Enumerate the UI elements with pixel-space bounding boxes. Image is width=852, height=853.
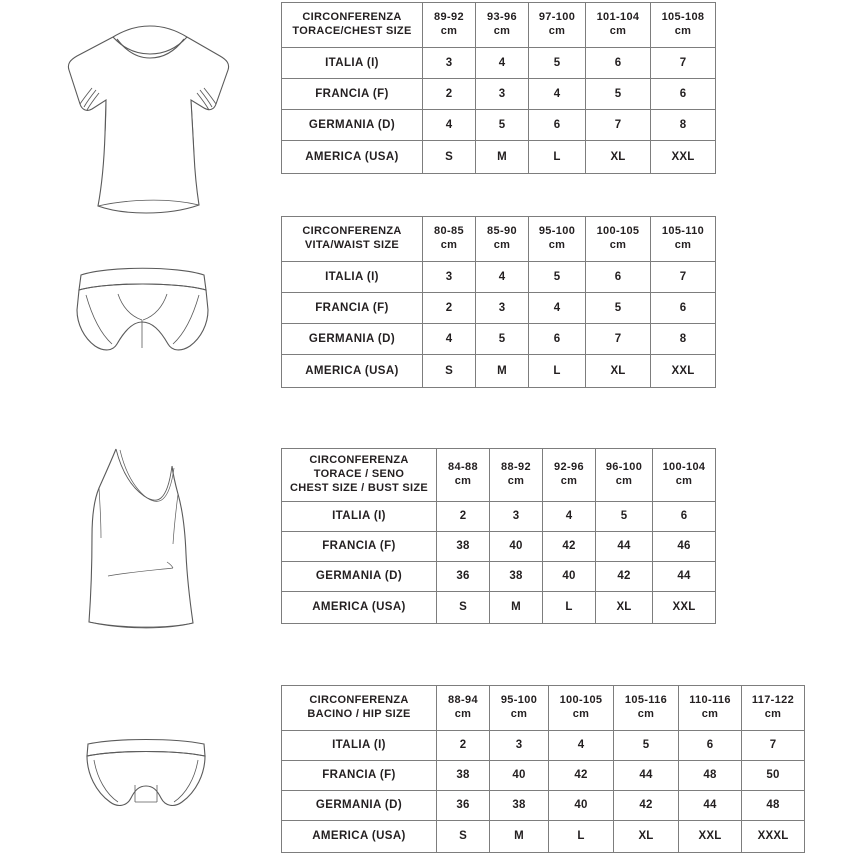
header-range-cell: 110-116 cm bbox=[679, 686, 742, 731]
size-cell: 40 bbox=[490, 532, 543, 562]
table-row bbox=[282, 355, 716, 388]
header-measure-label bbox=[282, 217, 423, 262]
table-row bbox=[282, 48, 716, 79]
size-cell: 3 bbox=[423, 48, 476, 79]
row-label: ITALIA (I) bbox=[282, 731, 437, 761]
size-cell: 2 bbox=[423, 79, 476, 110]
size-cell: 2 bbox=[423, 293, 476, 324]
row-label: ITALIA (I) bbox=[282, 48, 423, 79]
header-line-3: CHEST SIZE / BUST SIZE bbox=[289, 481, 428, 494]
size-cell: 4 bbox=[549, 731, 614, 761]
table-row bbox=[282, 791, 805, 821]
table-row bbox=[282, 592, 716, 624]
header-line-2: TORACE / SENO bbox=[313, 468, 405, 481]
size-cell: 4 bbox=[476, 262, 529, 293]
row-label: AMERICA (USA) bbox=[282, 821, 437, 853]
header-line-1: CIRCONFERENZA bbox=[302, 11, 402, 24]
table-row bbox=[282, 821, 805, 853]
table-row bbox=[282, 731, 805, 761]
size-cell: 38 bbox=[490, 791, 549, 821]
row-label: FRANCIA (F) bbox=[282, 293, 423, 324]
size-cell: XXL bbox=[651, 141, 716, 174]
header-range-cell: 84-88 cm bbox=[437, 449, 490, 502]
header-range-cell: 88-92 cm bbox=[490, 449, 543, 502]
size-cell: XXL bbox=[653, 592, 716, 624]
size-cell: 5 bbox=[529, 262, 586, 293]
header-range-cell: 85-90 cm bbox=[476, 217, 529, 262]
size-table-men-waist bbox=[281, 216, 716, 388]
size-cell: 6 bbox=[586, 48, 651, 79]
size-cell: 5 bbox=[596, 502, 653, 532]
table-row bbox=[282, 141, 716, 174]
table-row bbox=[282, 79, 716, 110]
table-row bbox=[282, 293, 716, 324]
header-range-cell: 80-85 cm bbox=[423, 217, 476, 262]
size-cell: 2 bbox=[437, 502, 490, 532]
size-cell: 7 bbox=[742, 731, 805, 761]
header-range-cell: 100-104 cm bbox=[653, 449, 716, 502]
size-cell: 6 bbox=[651, 79, 716, 110]
row-label: AMERICA (USA) bbox=[282, 592, 437, 624]
size-cell: L bbox=[529, 141, 586, 174]
header-range-cell: 100-105 cm bbox=[586, 217, 651, 262]
size-cell: 7 bbox=[586, 324, 651, 355]
table-women-hip bbox=[281, 685, 805, 853]
size-cell: 44 bbox=[679, 791, 742, 821]
size-cell: 40 bbox=[490, 761, 549, 791]
size-cell: 42 bbox=[614, 791, 679, 821]
size-cell: XL bbox=[596, 592, 653, 624]
row-label: FRANCIA (F) bbox=[282, 79, 423, 110]
size-cell: 5 bbox=[476, 324, 529, 355]
row-label: ITALIA (I) bbox=[282, 502, 437, 532]
size-cell: 36 bbox=[437, 562, 490, 592]
row-label: GERMANIA (D) bbox=[282, 110, 423, 141]
size-cell: 4 bbox=[476, 48, 529, 79]
size-cell: XXL bbox=[651, 355, 716, 388]
size-cell: 4 bbox=[423, 324, 476, 355]
header-range-cell: 105-110 cm bbox=[651, 217, 716, 262]
size-cell: 36 bbox=[437, 791, 490, 821]
header-range-cell: 92-96 cm bbox=[543, 449, 596, 502]
table-row bbox=[282, 324, 716, 355]
size-cell: XXXL bbox=[742, 821, 805, 853]
size-cell: 6 bbox=[529, 324, 586, 355]
size-cell: 6 bbox=[586, 262, 651, 293]
size-cell: XL bbox=[586, 355, 651, 388]
size-cell: 5 bbox=[586, 293, 651, 324]
size-cell: 40 bbox=[543, 562, 596, 592]
table-header-row bbox=[282, 449, 716, 502]
table-men-waist bbox=[281, 216, 716, 388]
size-cell: 3 bbox=[490, 502, 543, 532]
table-header-row bbox=[282, 3, 716, 48]
size-cell: L bbox=[549, 821, 614, 853]
size-cell: 44 bbox=[653, 562, 716, 592]
size-cell: S bbox=[423, 141, 476, 174]
size-cell: 6 bbox=[651, 293, 716, 324]
size-cell: 3 bbox=[476, 293, 529, 324]
size-cell: 7 bbox=[586, 110, 651, 141]
size-cell: 42 bbox=[549, 761, 614, 791]
header-line-2: BACINO / HIP SIZE bbox=[307, 708, 411, 720]
table-header-row bbox=[282, 686, 805, 731]
header-range-cell: 95-100 cm bbox=[529, 217, 586, 262]
size-cell: XL bbox=[614, 821, 679, 853]
row-label: AMERICA (USA) bbox=[282, 355, 423, 388]
table-row bbox=[282, 761, 805, 791]
size-table-women-bust bbox=[281, 448, 716, 624]
size-cell: 3 bbox=[476, 79, 529, 110]
size-cell: 44 bbox=[614, 761, 679, 791]
size-cell: 7 bbox=[651, 48, 716, 79]
header-measure-label bbox=[282, 3, 423, 48]
size-cell: 6 bbox=[653, 502, 716, 532]
size-cell: 2 bbox=[437, 731, 490, 761]
header-range-cell: 105-108 cm bbox=[651, 3, 716, 48]
table-row bbox=[282, 562, 716, 592]
size-cell: 48 bbox=[742, 791, 805, 821]
size-cell: 40 bbox=[549, 791, 614, 821]
size-cell: 5 bbox=[529, 48, 586, 79]
size-cell: 4 bbox=[529, 79, 586, 110]
size-cell: M bbox=[490, 592, 543, 624]
size-cell: 6 bbox=[679, 731, 742, 761]
table-row bbox=[282, 262, 716, 293]
size-cell: 46 bbox=[653, 532, 716, 562]
size-cell: S bbox=[423, 355, 476, 388]
header-range-cell: 117-122 cm bbox=[742, 686, 805, 731]
size-cell: 5 bbox=[586, 79, 651, 110]
size-cell: 5 bbox=[614, 731, 679, 761]
header-range-cell: 96-100 cm bbox=[596, 449, 653, 502]
size-cell: 5 bbox=[476, 110, 529, 141]
size-cell: 42 bbox=[596, 562, 653, 592]
header-line-2: TORACE/CHEST SIZE bbox=[292, 25, 412, 37]
header-range-cell: 101-104 cm bbox=[586, 3, 651, 48]
row-label: FRANCIA (F) bbox=[282, 532, 437, 562]
size-cell: 50 bbox=[742, 761, 805, 791]
table-header-row bbox=[282, 217, 716, 262]
header-range-cell: 93-96 cm bbox=[476, 3, 529, 48]
illustration-womens-camisole bbox=[72, 442, 252, 632]
size-cell: 7 bbox=[651, 262, 716, 293]
row-label: AMERICA (USA) bbox=[282, 141, 423, 174]
size-cell: S bbox=[437, 821, 490, 853]
header-range-cell: 95-100 cm bbox=[490, 686, 549, 731]
size-cell: 6 bbox=[529, 110, 586, 141]
row-label: GERMANIA (D) bbox=[282, 791, 437, 821]
size-cell: S bbox=[437, 592, 490, 624]
illustration-mens-briefs bbox=[60, 258, 225, 368]
size-cell: 38 bbox=[437, 761, 490, 791]
size-cell: 3 bbox=[423, 262, 476, 293]
row-label: FRANCIA (F) bbox=[282, 761, 437, 791]
size-cell: 4 bbox=[529, 293, 586, 324]
size-cell: 38 bbox=[437, 532, 490, 562]
table-women-bust bbox=[281, 448, 716, 624]
size-table-men-chest bbox=[281, 2, 716, 174]
size-cell: M bbox=[490, 821, 549, 853]
header-line-1: CIRCONFERENZA bbox=[309, 454, 409, 467]
size-cell: 42 bbox=[543, 532, 596, 562]
size-cell: 8 bbox=[651, 110, 716, 141]
size-cell: M bbox=[476, 141, 529, 174]
header-measure-label bbox=[282, 686, 437, 731]
size-cell: L bbox=[543, 592, 596, 624]
size-table-women-hip bbox=[281, 685, 805, 853]
header-range-cell: 88-94 cm bbox=[437, 686, 490, 731]
header-range-cell: 89-92 cm bbox=[423, 3, 476, 48]
header-line-1: CIRCONFERENZA bbox=[302, 225, 402, 238]
size-cell: 8 bbox=[651, 324, 716, 355]
header-line-1: CIRCONFERENZA bbox=[309, 694, 409, 707]
size-cell: 3 bbox=[490, 731, 549, 761]
header-line-2: VITA/WAIST SIZE bbox=[304, 239, 400, 251]
size-cell: XL bbox=[586, 141, 651, 174]
size-cell: 38 bbox=[490, 562, 543, 592]
illustration-womens-briefs bbox=[66, 736, 226, 826]
illustration-mens-tshirt bbox=[34, 14, 274, 214]
row-label: GERMANIA (D) bbox=[282, 562, 437, 592]
size-cell: 4 bbox=[423, 110, 476, 141]
header-range-cell: 100-105 cm bbox=[549, 686, 614, 731]
size-cell: 48 bbox=[679, 761, 742, 791]
table-row bbox=[282, 532, 716, 562]
row-label: ITALIA (I) bbox=[282, 262, 423, 293]
table-row bbox=[282, 110, 716, 141]
header-range-cell: 97-100 cm bbox=[529, 3, 586, 48]
table-men-chest bbox=[281, 2, 716, 174]
row-label: GERMANIA (D) bbox=[282, 324, 423, 355]
table-row bbox=[282, 502, 716, 532]
size-cell: L bbox=[529, 355, 586, 388]
size-cell: M bbox=[476, 355, 529, 388]
size-cell: XXL bbox=[679, 821, 742, 853]
header-measure-label bbox=[282, 449, 437, 502]
size-cell: 44 bbox=[596, 532, 653, 562]
size-cell: 4 bbox=[543, 502, 596, 532]
header-range-cell: 105-116 cm bbox=[614, 686, 679, 731]
